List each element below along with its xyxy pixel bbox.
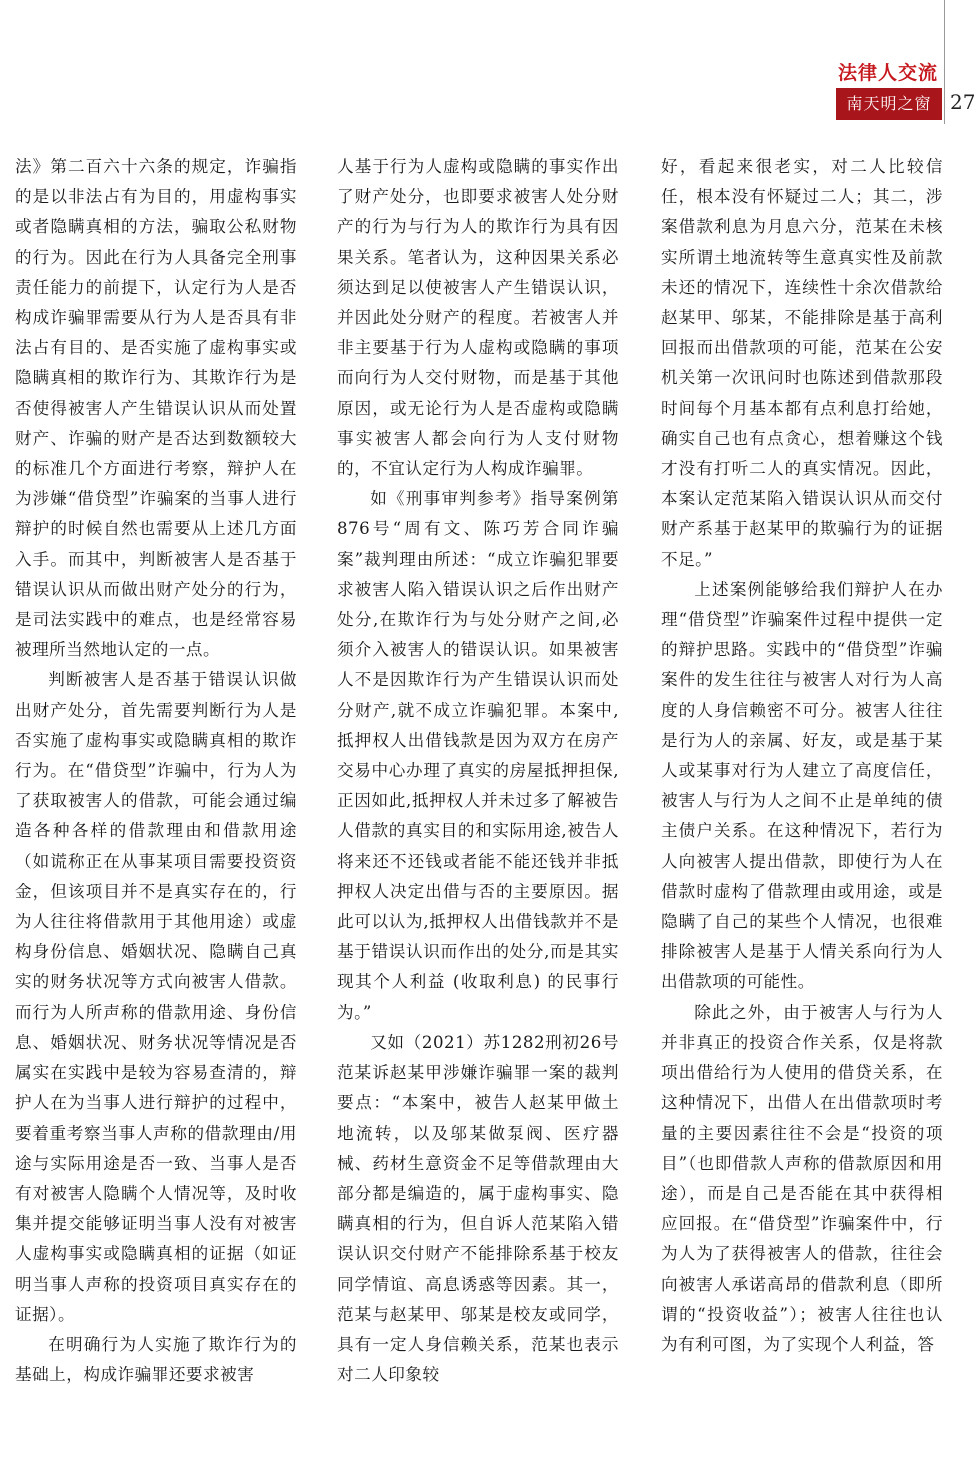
paragraph: 好，看起来很老实，对二人比较信任，根本没有怀疑过二人；其二，涉案借款利息为月息六分，范某在未核实所谓土地流转等生意真实性及前款未还的情况下，连续性十余次借款给赵某甲、邬某，不能排除是基于高利回报而出借款项的可能，范某在公安机关第一次讯问时也陈述到借款那段时间每个月基本都有点利息打给她，确实自己也有点贪心，想着赚这个钱才没有打听二人的真实情况。因此，本案认定范某陷入错误认识从而交付财产系基于赵某甲的欺骗行为的证据不足。”	[661, 157, 943, 569]
paragraph: 在明确行为人实施了欺诈行为的基础上，构成诈骗罪还要求被害	[15, 1334, 297, 1385]
page-number: 27	[950, 90, 975, 114]
text-column-2	[337, 152, 619, 1390]
header-column-badge: 南天明之窗	[836, 88, 942, 120]
paragraph: 除此之外，由于被害人与行为人并非真正的投资合作关系，仅是将款项出借给行为人使用的借贷关系，在这种情况下，出借人在出借款项时考量的主要因素往往不会是“投资的项目”（也即借款人声称的借款原因和用途），而是自己是否能在其中获得相应回报。在“借贷型”诈骗案件中，行为人为了获得被害人的借款，往往会向被害人承诺高昂的借款利息（即所谓的“投资收益”）；被害人往往也认为有利可图，为了实现个人利益，答	[661, 1002, 943, 1354]
paragraph: 上述案例能够给我们辩护人在办理“借贷型”诈骗案件过程中提供一定的辩护思路。实践中的“借贷型”诈骗案件的发生往往与被害人对行为人高度的人身信赖密不可分。被害人往往是行为人的亲属、好友，或是基于某人或某事对行为人建立了高度信任，被害人与行为人之间不止是单纯的债主债户关系。在这种情况下，若行为人向被害人提出借款，即使行为人在借款时虚构了借款理由或用途，或是隐瞒了自己的某些个人情况，也很难排除被害人是基于人情关系向行为人出借款项的可能性。	[661, 579, 943, 992]
paragraph: 判断被害人是否基于错误认识做出财产处分，首先需要判断行为人是否实施了虚构事实或隐瞒真相的欺诈行为。在“借贷型”诈骗中，行为人为了获取被害人的借款，可能会通过编造各种各样的借款理由和借款用途（如谎称正在从事某项目需要投资资金，但该项目并不是真实存在的，行为人往往将借款用于其他用途）或虚构身份信息、婚姻状况、隐瞒自己真实的财务状况等方式向被害人借款。而行为人所声称的借款用途、身份信息、婚姻状况、财务状况等情况是否属实在实践中是较为容易查清的，辩护人在为当事人进行辩护的过程中，要着重考察当事人声称的借款理由/用途与实际用途是否一致、当事人是否有对被害人隐瞒个人情况等，及时收集并提交能够证明当事人没有对被害人虚构事实或隐瞒真相的证据（如证明当事人声称的投资项目真实存在的证据）。	[15, 670, 297, 1324]
header-brand: 法律人交流	[837, 62, 938, 84]
paragraph: 如《刑事审判参考》指导案例第876号“周有文、陈巧芳合同诈骗案”裁判理由所述：“成立诈骗犯罪要求被害人陷入错误认识之后作出财产处分,在欺诈行为与处分财产之间,必须介入被害人的错误认识。如果被害人不是因欺诈行为产生错误认识而处分财产,就不成立诈骗犯罪。本案中,抵押权人出借钱款是因为双方在房产交易中心办理了真实的房屋抵押担保,正因如此,抵押权人并未过多了解被告人借款的真实目的和实际用途,被告人将来还不还钱或者能不能还钱并非抵押权人决定出借与否的主要原因。据此可以认为,抵押权人出借钱款并不是基于错误认识而作出的处分,而是其实现其个人利益 (收取利息) 的民事行为。”	[337, 489, 619, 1022]
paragraph: 人基于行为人虚构或隐瞒的事实作出了财产处分，也即要求被害人处分财产的行为与行为人的欺诈行为具有因果关系。笔者认为，这种因果关系必须达到足以使被害人产生错误认识，并因此处分财产的程度。若被害人并非主要基于行为人虚构或隐瞒的事项而向行为人交付财物，而是基于其他原因，或无论行为人是否虚构或隐瞒事实被害人都会向行为人支付财物的，不宜认定行为人构成诈骗罪。	[337, 157, 619, 479]
text-column-3	[661, 152, 943, 1360]
header-divider	[944, 0, 945, 124]
paragraph: 法》第二百六十六条的规定，诈骗指的是以非法占有为目的，用虚构事实或者隐瞒真相的方法，骗取公私财物的行为。因此在行为人具备完全刑事责任能力的前提下，认定行为人是否构成诈骗罪需要从行为人是否具有非法占有目的、是否实施了虚构事实或隐瞒真相的欺诈行为、其欺诈行为是否使得被害人产生错误认识从而处置财产、诈骗的财产是否达到数额较大的标准几个方面进行考察，辩护人在为涉嫌“借贷型”诈骗案的当事人进行辩护的时候自然也需要从上述几方面入手。而其中，判断被害人是否基于错误认识从而做出财产处分的行为，是司法实践中的难点，也是经常容易被理所当然地认定的一点。	[15, 157, 297, 660]
text-column-1	[15, 152, 297, 1390]
paragraph: 又如（2021）苏1282刑初26号范某诉赵某甲涉嫌诈骗罪一案的裁判要点：“本案中，被告人赵某甲做土地流转，以及邬某做泵阀、医疗器械、药材生意资金不足等借款理由大部分都是编造的，属于虚构事实、隐瞒真相的行为，但自诉人范某陷入错误认识交付财产不能排除系基于校友同学情谊、高息诱惑等因素。其一，范某与赵某甲、邬某是校友或同学，具有一定人身信赖关系，范某也表示对二人印象较	[337, 1032, 619, 1385]
